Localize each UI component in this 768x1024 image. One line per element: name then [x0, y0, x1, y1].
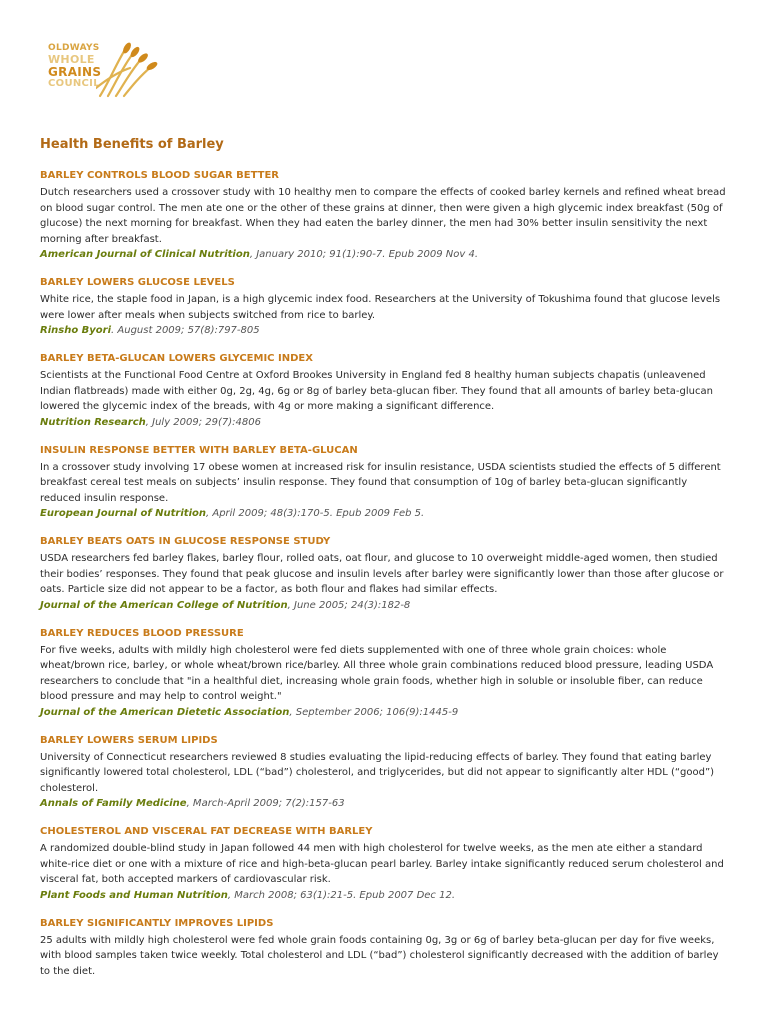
section-heading: BARLEY SIGNIFICANTLY IMPROVES LIPIDS	[40, 917, 274, 929]
logo	[48, 42, 160, 102]
section-heading: BARLEY LOWERS SERUM LIPIDS	[40, 734, 218, 746]
logo-line-2: WHOLE	[48, 53, 95, 66]
section-body: For five weeks, adults with mildly high cholesterol were fed diets supplemented with one of three whole grain choices: whole wheat/brown rice, barley, or whole wheat/brown rice/barley. All three whole grain combinations reduced blood pressure, leading USDA researchers to conclude that "in a healthful diet, increasing whole grain foods, whether high in soluble or insoluble fiber, can reduce blood pressure and may help to control weight."	[40, 644, 714, 702]
citation-ref: , January 2010; 91(1):90-7. Epub 2009 Nov 4.	[249, 249, 479, 260]
citation-ref: , March-April 2009; 7(2):157-63	[186, 798, 345, 809]
section-heading: BARLEY BEATS OATS IN GLUCOSE RESPONSE STUDY	[40, 536, 331, 547]
section-insulin-response	[40, 444, 730, 522]
citation	[40, 796, 730, 811]
citation	[40, 888, 730, 903]
logo-line-3: GRAINS	[48, 65, 102, 79]
citation-journal: Rinsho Byori	[40, 325, 112, 336]
section-heading: BARLEY BETA-GLUCAN LOWERS GLYCEMIC INDEX	[40, 353, 313, 364]
citation-journal: Nutrition Research	[40, 416, 146, 428]
section-serum-lipids	[40, 734, 730, 812]
citation-ref: , March 2008; 63(1):21-5. Epub 2007 Dec 12.	[227, 889, 456, 901]
citation	[40, 506, 730, 521]
section-visceral-fat	[40, 825, 730, 903]
citation	[40, 598, 730, 613]
section-body: Dutch researchers used a crossover study with 10 healthy men to compare the effects of cooked barley kernels and refined wheat bread on blood sugar control. The men ate one or the other of these grains at dinner, then were given a high glycemic index breakfast (50g of glucose) the next morning for breakfast. When they had eaten the barley dinner, the men had 30% better insulin sensitivity the next morning after breakfast.	[40, 187, 726, 245]
section-heading: BARLEY LOWERS GLUCOSE LEVELS	[40, 277, 235, 288]
citation-journal: American Journal of Clinical Nutrition	[40, 249, 250, 260]
section-glycemic-index	[40, 352, 730, 430]
section-heading: BARLEY CONTROLS BLOOD SUGAR BETTER	[40, 170, 280, 181]
section-glucose-levels	[40, 276, 730, 338]
logo-line-1: OLDWAYS	[48, 43, 100, 53]
citation-ref: . August 2009; 57(8):797-805	[111, 325, 260, 336]
section-blood-pressure	[40, 627, 730, 720]
section-blood-sugar	[40, 169, 730, 262]
section-heading: INSULIN RESPONSE BETTER WITH BARLEY BETA-GLUCAN	[40, 444, 358, 456]
citation-ref: , July 2009; 29(7):4806	[145, 416, 261, 428]
page-title: Health Benefits of Barley	[40, 137, 224, 152]
citation-journal: Annals of Family Medicine	[40, 798, 187, 809]
citation	[40, 323, 730, 338]
logo-text	[48, 42, 101, 90]
section-body: USDA researchers fed barley flakes, barley flour, rolled oats, oat flour, and glucose to 10 overweight middle-aged women, then studied their bodies’ responses. They found that peak glucose and insulin levels after barley were significantly lower than those after glucose or oats. Particle size did not appear to be a factor, as both flour and flakes had similar effects.	[40, 553, 724, 595]
citation-ref: , September 2006; 106(9):1445-9	[289, 706, 459, 718]
section-improves-lipids	[40, 917, 730, 980]
sections-list	[40, 169, 730, 993]
logo-line-4: COUNCIL	[48, 78, 100, 89]
citation-journal: Plant Foods and Human Nutrition	[40, 889, 228, 901]
citation-ref: , June 2005; 24(3):182-8	[287, 599, 411, 611]
citation-ref: , April 2009; 48(3):170-5. Epub 2009 Feb 5.	[206, 508, 425, 519]
citation-journal: Journal of the American Dietetic Association	[40, 706, 290, 718]
section-body: 25 adults with mildly high cholesterol were fed whole grain foods containing 0g, 3g or 6g of barley beta-glucan per day for five weeks, with blood samples taken twice weekly. Total cholesterol and LDL (“bad”) cholesterol significantly decreased with the addition of barley to the diet.	[40, 934, 719, 977]
section-barley-vs-oats	[40, 535, 730, 613]
wheat-sheaf-icon	[96, 42, 158, 98]
citation-journal: European Journal of Nutrition	[40, 508, 206, 519]
section-body: Scientists at the Functional Food Centre at Oxford Brookes University in England fed 8 healthy human subjects chapatis (unleavened Indian flatbreads) made with either 0g, 2g, 4g, 6g or 8g of barley beta-glucan fiber. They found that all amounts of barley beta-glucan lowered the glycemic index of the breads, with 4g or more making a significant difference.	[40, 370, 713, 412]
section-heading: BARLEY REDUCES BLOOD PRESSURE	[40, 627, 244, 639]
citation	[40, 415, 730, 430]
citation	[40, 247, 730, 262]
section-body: University of Connecticut researchers reviewed 8 studies evaluating the lipid-reducing effects of barley. They found that eating barley significantly lowered total cholesterol, LDL (“bad”) cholesterol, and triglycerides, but did not appear to significantly alter HDL (“good”) cholesterol.	[40, 751, 715, 794]
citation	[40, 705, 730, 720]
section-body: White rice, the staple food in Japan, is a high glycemic index food. Researchers at the University of Tokushima found that glucose levels were lower after meals when subjects switched from rice to barley.	[40, 294, 721, 321]
section-heading: CHOLESTEROL AND VISCERAL FAT DECREASE WITH BARLEY	[40, 826, 373, 837]
section-body: In a crossover study involving 17 obese women at increased risk for insulin resistance, USDA scientists studied the effects of 5 different breakfast cereal test meals on subjects’ insulin response. They found that consumption of 10g of barley beta-glucan significantly reduced insulin response.	[40, 461, 721, 504]
citation-journal: Journal of the American College of Nutrition	[40, 599, 288, 611]
section-body: A randomized double-blind study in Japan followed 44 men with high cholesterol for twelve weeks, as the men ate either a standard white-rice diet or one with a mixture of rice and high-beta-glucan pearl barley. Barley intake significantly reduced serum cholesterol and visceral fat, both accepted markers of cardiovascular risk.	[40, 843, 724, 885]
